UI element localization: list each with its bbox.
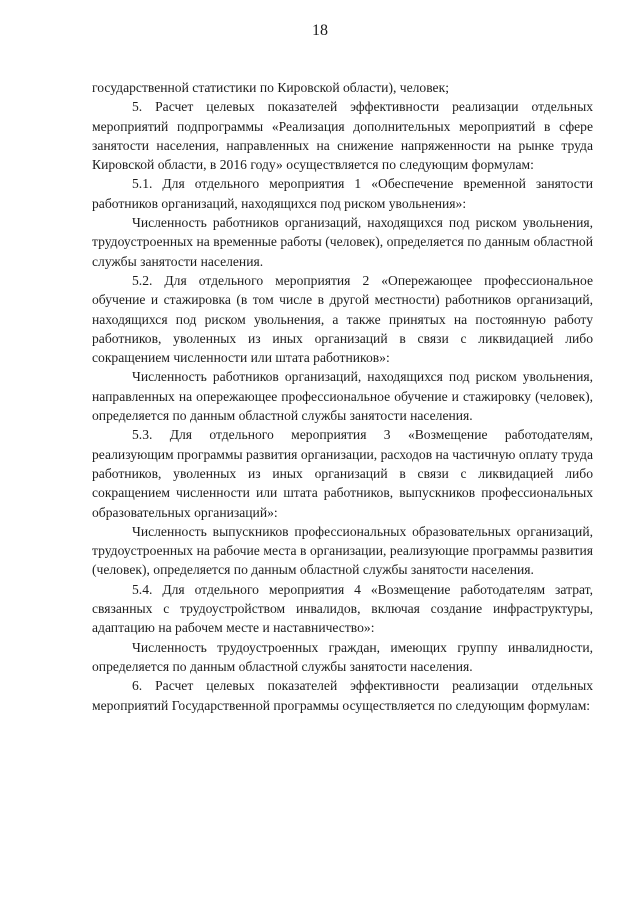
paragraph-continuation: государственной статистики по Кировской области), человек; [92, 80, 449, 95]
paragraph-item-5: 5. Расчет целевых показателей эффективности реализации отдельных мероприятий подпрограммы «Реализация дополнительных мероприятий в сфере занятости населения, направленных на снижение напряженности на рынке труда Кировской области, в 2016 году» осуществляется по следующим формулам: [92, 99, 593, 173]
paragraph-item-5-3: 5.3. Для отдельного мероприятия 3 «Возмещение работодателям, реализующим программы развития организации, расходов на частичную оплату труда работников, уволенных из иных организаций в связи с ликвидацией либо сокращением численности или штата работников, выпускников профессиональных образовательных организаций»: [92, 427, 593, 520]
paragraph-item-5-1: 5.1. Для отдельного мероприятия 1 «Обеспечение временной занятости работников организаций, находящихся под риском увольнения»: [92, 176, 593, 211]
paragraph-item-5-2: 5.2. Для отдельного мероприятия 2 «Опережающее профессиональное обучение и стажировка (в том числе в другой местности) работников организаций, находящихся под риском увольнения, а также принятых на постоянную работу работников, уволенных из иных организаций в связи с ликвидацией либо сокращением численности или штата работников»: [92, 272, 593, 366]
page-number: 18 [312, 22, 328, 39]
paragraph-item-6: 6. Расчет целевых показателей эффективности реализации отдельных мероприятий Государственной программы осуществляется по следующим формулам: [92, 678, 593, 713]
document-body [92, 78, 593, 715]
paragraph-item-5-2-definition: Численность работников организаций, находящихся под риском увольнения, направленных на опережающее профессиональное обучение и стажировку (человек), определяется по данным областной службы занятости населения. [92, 369, 593, 424]
paragraph-item-5-3-definition: Численность выпускников профессиональных образовательных организаций, трудоустроенных на рабочие места в организации, реализующие программы развития (человек), определяется по данным областной службы занятости населения. [92, 523, 593, 578]
paragraph-item-5-1-definition: Численность работников организаций, находящихся под риском увольнения, трудоустроенных на временные работы (человек), определяется по данным областной службы занятости населения. [92, 215, 593, 269]
paragraph-item-5-4: 5.4. Для отдельного мероприятия 4 «Возмещение работодателям затрат, связанных с трудоустройством инвалидов, включая создание инфраструктуры, адаптацию на рабочем месте и наставничество»: [92, 581, 593, 636]
paragraph-item-5-4-definition: Численность трудоустроенных граждан, имеющих группу инвалидности, определяется по данным областной службы занятости населения. [92, 639, 593, 674]
